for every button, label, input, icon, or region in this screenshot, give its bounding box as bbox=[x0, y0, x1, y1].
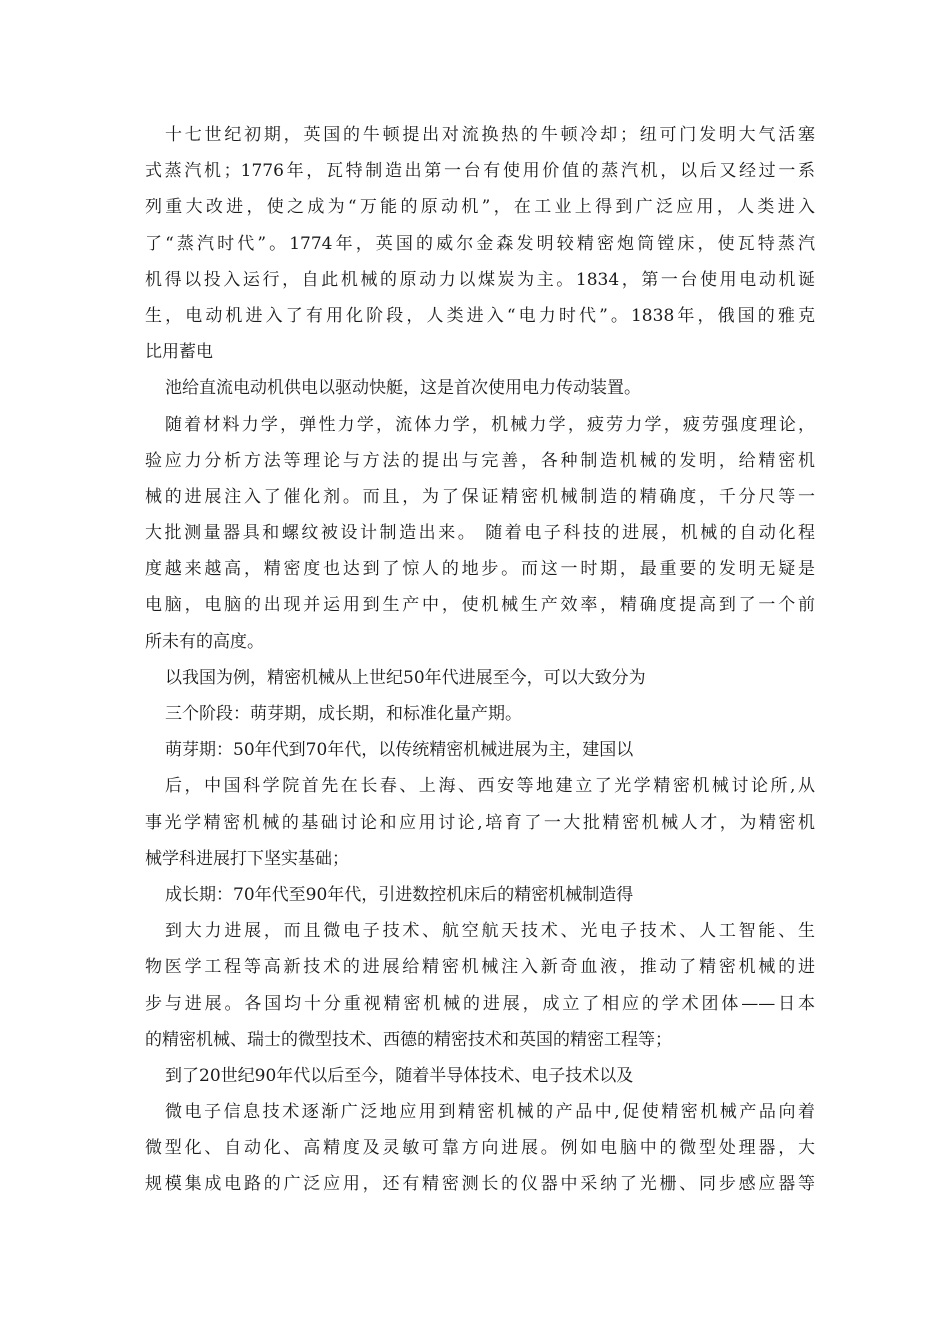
text-line: 的精密机械、瑞士的微型技术、西德的精密技术和英国的精密工程等； bbox=[145, 1029, 672, 1050]
text-line: 池给直流电动机供电以驱动快艇，这是首次使用电力传动装置。 bbox=[165, 378, 641, 399]
text-line: 微电子信息技术逐渐广泛地应用到精密机械的产品中,促使精密机械产品向着 bbox=[165, 1102, 815, 1123]
text-line: 随着材料力学，弹性力学，流体力学，机械力学，疲劳力学，疲劳强度理论， bbox=[165, 414, 815, 435]
text-line: 列重大改进，使之成为“万能的原动机”，在工业上得到广泛应用，人类进入 bbox=[145, 197, 815, 218]
text-line: 验应力分析方法等理论与方法的提出与完善，各种制造机械的发明，给精密机 bbox=[145, 450, 815, 471]
text-line: 步与进展。各国均十分重视精密机械的进展，成立了相应的学术团体——日本 bbox=[145, 993, 815, 1014]
text-line: 比用蓄电 bbox=[145, 342, 213, 363]
text-line: 萌芽期：50年代到70年代，以传统精密机械进展为主，建国以 bbox=[165, 740, 634, 761]
text-line: 到大力进展，而且微电子技术、航空航天技术、光电子技术、人工智能、生 bbox=[165, 921, 815, 942]
text-line: 后，中国科学院首先在长春、上海、西安等地建立了光学精密机械讨论所,从 bbox=[165, 776, 815, 797]
text-line: 规模集成电路的广泛应用，还有精密测长的仪器中采纳了光栅、同步感应器等 bbox=[145, 1174, 815, 1195]
text-line: 生，电动机进入了有用化阶段，人类进入“电力时代”。1838年，俄国的雅克 bbox=[145, 305, 815, 326]
text-line: 大批测量器具和螺纹被设计制造出来。 随着电子科技的进展，机械的自动化程 bbox=[145, 523, 815, 544]
text-line: 微型化、自动化、高精度及灵敏可靠方向进展。例如电脑中的微型处理器，大 bbox=[145, 1138, 815, 1159]
text-line: 到了20世纪90年代以后至今，随着半导体技术、电子技术以及 bbox=[165, 1065, 634, 1086]
text-line: 三个阶段：萌芽期，成长期，和标准化量产期。 bbox=[165, 704, 522, 724]
text-line: 事光学精密机械的基础讨论和应用讨论,培育了一大批精密机械人才，为精密机 bbox=[145, 812, 815, 833]
text-line: 十七世纪初期，英国的牛顿提出对流换热的牛顿冷却；纽可门发明大气活塞 bbox=[165, 125, 815, 145]
text-line: 物医学工程等高新技术的进展给精密机械注入新奇血液，推动了精密机械的进 bbox=[145, 957, 815, 978]
text-line: 机得以投入运行，自此机械的原动力以煤炭为主。1834，第一台使用电动机诞 bbox=[145, 269, 815, 290]
text-line: 械学科进展打下坚实基础； bbox=[145, 848, 349, 869]
document-body bbox=[145, 117, 815, 1203]
text-line: 所未有的高度。 bbox=[145, 631, 264, 652]
text-line: 电脑，电脑的出现并运用到生产中，使机械生产效率，精确度提高到了一个前 bbox=[145, 595, 815, 616]
text-line: 以我国为例，精密机械从上世纪50年代进展至今，可以大致分为 bbox=[165, 667, 646, 688]
text-line: 式蒸汽机；1776年，瓦特制造出第一台有使用价值的蒸汽机，以后又经过一系 bbox=[145, 161, 815, 182]
text-line: 了“蒸汽时代”。1774年，英国的威尔金森发明较精密炮筒镗床，使瓦特蒸汽 bbox=[145, 233, 815, 254]
text-line: 成长期：70年代至90年代，引进数控机床后的精密机械制造得 bbox=[165, 884, 634, 905]
text-line: 度越来越高，精密度也达到了惊人的地步。而这一时期，最重要的发明无疑是 bbox=[145, 559, 815, 580]
text-line: 械的进展注入了催化剂。而且，为了保证精密机械制造的精确度，千分尺等一 bbox=[145, 486, 815, 507]
